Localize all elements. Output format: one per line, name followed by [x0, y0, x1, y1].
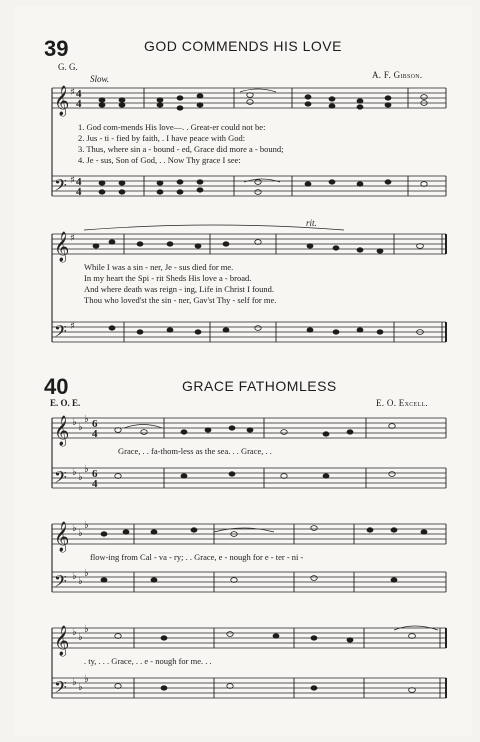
hymn-39-initials: G. G.	[58, 62, 78, 72]
svg-text:𝄞: 𝄞	[54, 416, 70, 446]
hymn-39-title: GOD COMMENDS HIS LOVE	[144, 38, 342, 54]
svg-text:♭: ♭	[72, 467, 77, 478]
svg-text:♭: ♭	[78, 632, 83, 643]
hymn-39-verse-block-2	[84, 262, 276, 306]
svg-text:𝄞: 𝄞	[54, 522, 70, 552]
hymn-40-initials: E. O. E.	[50, 398, 81, 408]
svg-text:4: 4	[92, 478, 98, 490]
svg-text:4: 4	[76, 186, 82, 198]
svg-text:4: 4	[76, 176, 82, 188]
svg-text:♭: ♭	[72, 523, 77, 534]
svg-text:♯: ♯	[70, 87, 75, 98]
svg-text:♭: ♭	[72, 571, 77, 582]
verse-line: In my heart the Spi - rit Sheds His love a - broad.	[84, 273, 252, 283]
svg-text:4: 4	[76, 98, 82, 110]
hymn-40-lyric-line-3: . ty, . . . Grace, . . e - nough for me. . .	[84, 656, 212, 666]
svg-text:♭: ♭	[84, 674, 89, 685]
verse-line: Thou who loved'st the sin - ner, Gav'st Thy - self for me.	[84, 295, 277, 305]
svg-text:♭: ♭	[72, 677, 77, 688]
hymn-40-lyric-line-2: flow-ing from Cal - va - ry; . . Grace, e - nough for e - ter - ni -	[90, 552, 304, 562]
svg-text:♭: ♭	[84, 464, 89, 475]
hymn-40-lyric-line-1: Grace, . . fa-thom-less as the sea. . . Grace, . .	[118, 446, 272, 456]
svg-text:𝄞: 𝄞	[54, 232, 70, 262]
hymn-40-title: GRACE FATHOMLESS	[182, 378, 337, 394]
svg-text:♭: ♭	[84, 568, 89, 579]
svg-text:♭: ♭	[84, 520, 89, 531]
hymn-40-composer: E. O. Excell.	[376, 398, 428, 408]
hymnal-page	[14, 6, 472, 736]
hymn-39-composer: A. F. Gibson.	[372, 70, 423, 80]
svg-text:♯: ♯	[70, 175, 75, 186]
staff-39-1-bass	[52, 176, 446, 196]
hymn-39-verse-block-1	[78, 122, 283, 166]
svg-text:𝄢: 𝄢	[54, 467, 67, 491]
svg-text:♭: ♭	[78, 576, 83, 587]
svg-text:♭: ♭	[84, 414, 89, 425]
verse-line: While I was a sin - ner, Je - sus died for me.	[84, 262, 234, 272]
hymn-39-tempo: Slow.	[90, 74, 110, 84]
svg-text:♭: ♭	[78, 528, 83, 539]
svg-text:𝄢: 𝄢	[54, 571, 67, 595]
verse-line: 1. God com-mends His love—. . Great-er could not be:	[78, 122, 266, 132]
svg-text:4: 4	[92, 428, 98, 440]
verse-line: 3. Thus, where sin a - bound - ed, Grace did more a - bound;	[78, 144, 284, 154]
verse-line: 4. Je - sus, Son of God, . . Now Thy grace I see:	[78, 155, 241, 165]
svg-text:♭: ♭	[72, 627, 77, 638]
svg-text:♭: ♭	[78, 682, 83, 693]
hymn-40-number: 40	[44, 374, 69, 399]
svg-text:♯: ♯	[70, 321, 75, 332]
hymn-39-number: 39	[44, 36, 69, 61]
svg-text:6: 6	[92, 468, 98, 480]
svg-text:𝄢: 𝄢	[54, 321, 67, 345]
svg-text:♭: ♭	[78, 472, 83, 483]
verse-line: And where death was reign - ing, Life in Christ I found.	[84, 284, 275, 294]
svg-text:♭: ♭	[78, 422, 83, 433]
svg-text:𝄢: 𝄢	[54, 175, 67, 199]
svg-text:♭: ♭	[84, 624, 89, 635]
svg-text:♯: ♯	[70, 233, 75, 244]
svg-text:𝄢: 𝄢	[54, 677, 67, 701]
rit-marking: rit.	[306, 218, 317, 228]
verse-line: 2. Jus - ti - fied by faith, . I have peace with God:	[78, 133, 246, 143]
svg-text:6: 6	[92, 418, 98, 430]
svg-text:4: 4	[76, 88, 82, 100]
svg-text:♭: ♭	[72, 417, 77, 428]
svg-text:𝄞: 𝄞	[54, 626, 70, 656]
svg-text:𝄞: 𝄞	[54, 86, 70, 116]
music-staves	[14, 6, 472, 736]
